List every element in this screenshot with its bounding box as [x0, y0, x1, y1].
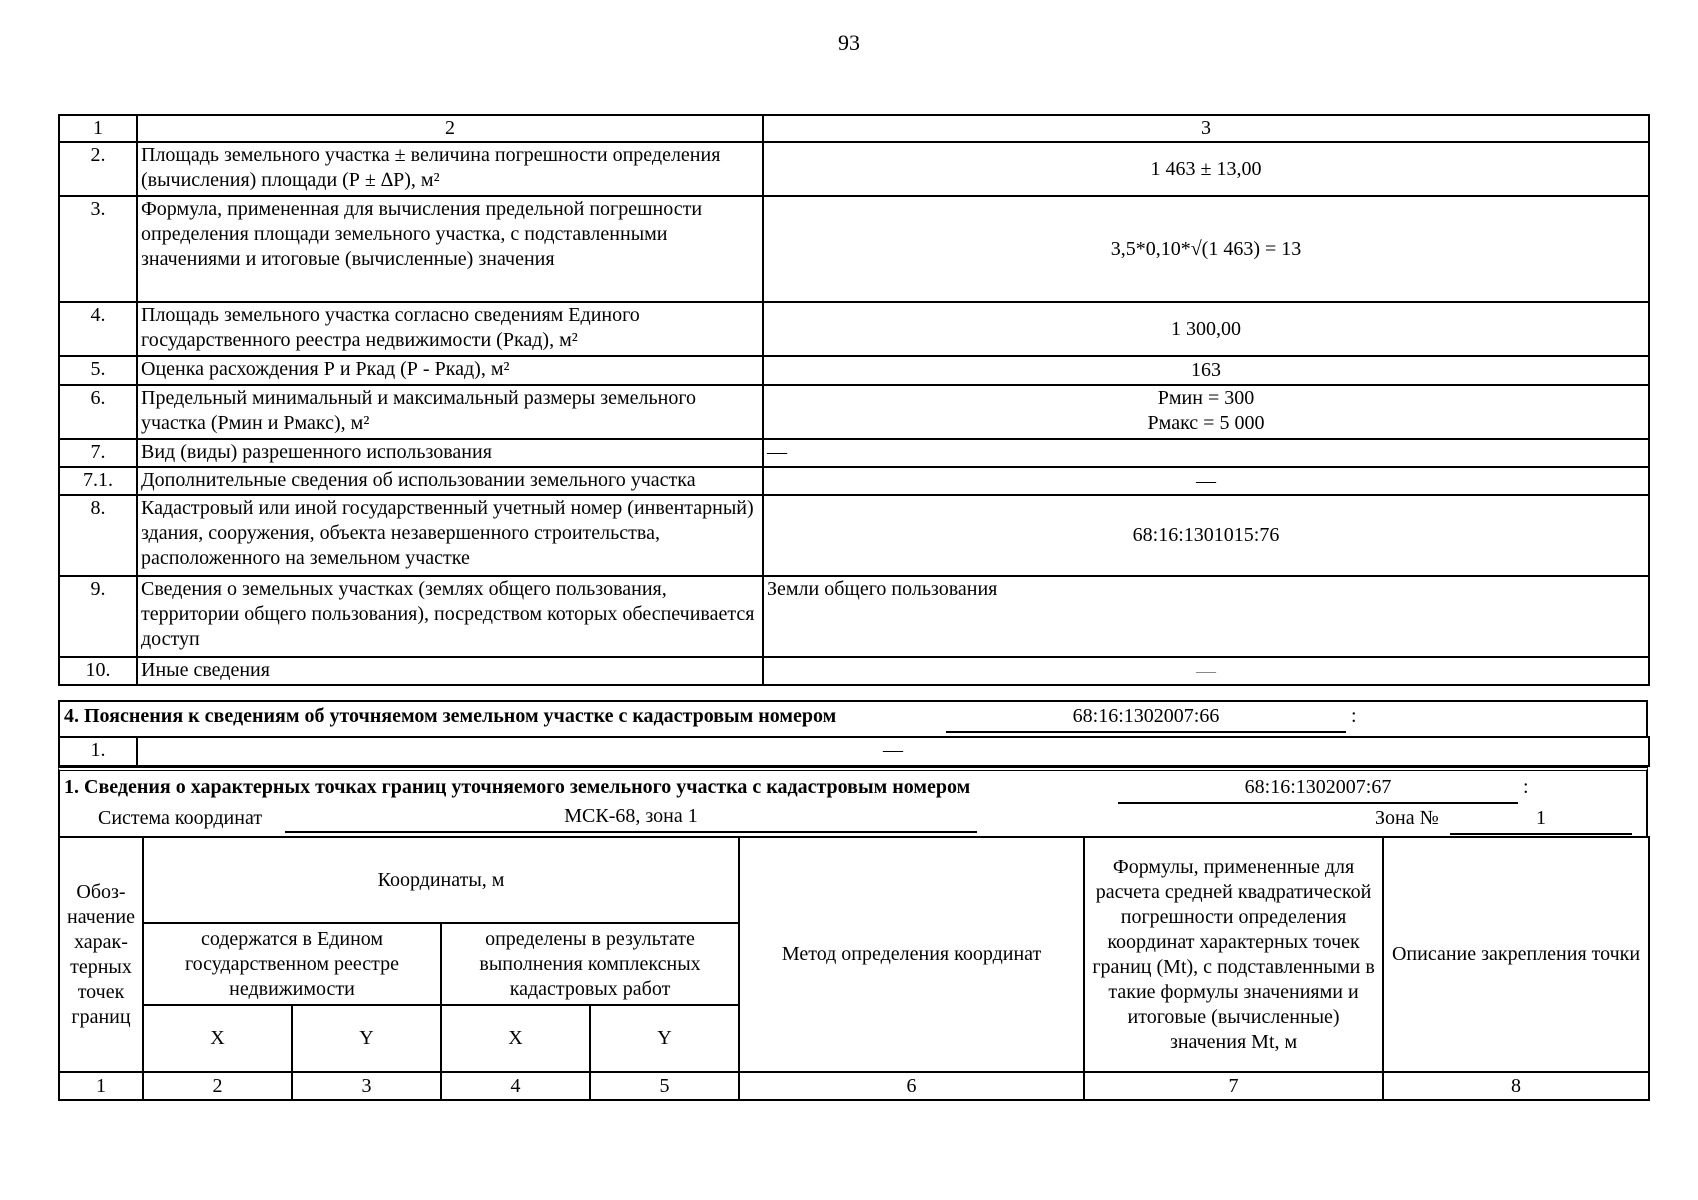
table-row: [59, 356, 1649, 385]
row-number: 7.1.: [59, 467, 137, 495]
table-row: [59, 576, 1649, 657]
header-col-1: 1: [59, 115, 137, 142]
table-row: [59, 196, 1649, 302]
row-value: —: [763, 467, 1649, 495]
section-1-header: [58, 767, 1648, 837]
table-row: [59, 737, 1649, 766]
coordinates-header: Координаты, м: [143, 837, 739, 923]
section-1-title: 1. Сведения о характерных точках границ уточняемого земельного участка с кадастровым номером: [64, 776, 971, 798]
row-number: 8.: [59, 495, 137, 576]
row-number: 9.: [59, 576, 137, 657]
method-header: Метод определения координат: [739, 837, 1084, 1072]
col-number: 4: [441, 1072, 590, 1100]
row-value: 68:16:1301015:76: [763, 495, 1649, 576]
zone-value: 1: [1450, 807, 1632, 835]
formulas-header: Формулы, примененные для расчета средней квадратической погрешности определения координат характерных точек границ (Mt), с подставленными в такие формулы значениями и итоговые (вычисленные) значения Mt, м: [1084, 837, 1383, 1072]
coord-system-value: МСК-68, зона 1: [285, 805, 977, 833]
table-row: [59, 657, 1649, 685]
col-number: 5: [590, 1072, 739, 1100]
col-number: 1: [59, 1072, 143, 1100]
table-row: [59, 439, 1649, 467]
row-value: 1 300,00: [763, 302, 1649, 356]
row-value: —: [763, 439, 1649, 467]
row-value: [763, 385, 1649, 439]
row-label: Формула, примененная для вычисления предельной погрешности определения площади земельного участка, с подставленными значениями и итоговые (вычисленные) значения: [137, 196, 763, 302]
row-number: 10.: [59, 657, 137, 685]
kkr-header: определены в результате выполнения комплексных кадастровых работ: [441, 923, 739, 1005]
egrn-x-header: X: [143, 1005, 292, 1072]
row-value: 163: [763, 356, 1649, 385]
section-4-header: [58, 700, 1648, 737]
row-number: 3.: [59, 196, 137, 302]
zone-label: Зона №: [1375, 807, 1439, 829]
row-label: Площадь земельного участка согласно сведениям Единого государственного реестра недвижимости (Ркад), м²: [137, 302, 763, 356]
row-number: 4.: [59, 302, 137, 356]
col-number: 6: [739, 1072, 1084, 1100]
row-number: 6.: [59, 385, 137, 439]
header-col-3: 3: [763, 115, 1649, 142]
header-col-2: 2: [137, 115, 763, 142]
col-number: 3: [292, 1072, 441, 1100]
p-max-value: Рмакс = 5 000: [1147, 412, 1265, 434]
row-label: Кадастровый или иной государственный учетный номер (инвентарный) здания, сооружения, объекта незавершенного строительства, расположенного на земельном участке: [137, 495, 763, 576]
boundary-points-table: [58, 836, 1650, 1101]
egrn-y-header: Y: [292, 1005, 441, 1072]
row-value: —: [763, 657, 1649, 685]
row-value: —: [137, 737, 1649, 766]
kkr-y-header: Y: [590, 1005, 739, 1072]
row-number: 7.: [59, 439, 137, 467]
row-value: Земли общего пользования: [763, 576, 1649, 657]
col-number: 8: [1383, 1072, 1649, 1100]
egrn-header: содержатся в Едином государственном реестре недвижимости: [143, 923, 441, 1005]
table-row: [59, 385, 1649, 439]
row-label: Площадь земельного участка ± величина погрешности определения (вычисления) площади (Р ± ∆Р), м²: [137, 142, 763, 196]
table-row: [59, 142, 1649, 196]
row-number: 2.: [59, 142, 137, 196]
section-4-colon: :: [1351, 705, 1357, 727]
points-designation-header: Обоз- начение харак- терных точек границ: [59, 837, 143, 1072]
row-label: Предельный минимальный и максимальный размеры земельного участка (Рмин и Рмакс), м²: [137, 385, 763, 439]
row-value: 3,5*0,10*√(1 463) = 13: [763, 196, 1649, 302]
page-number: 93: [838, 30, 860, 55]
section-4-title: 4. Пояснения к сведениям об уточняемом земельном участке с кадастровым номером: [64, 705, 837, 727]
description-header: Описание закрепления точки: [1383, 837, 1649, 1072]
row-label: Сведения о земельных участках (землях общего пользования, территории общего пользования), посредством которых обеспечивается доступ: [137, 576, 763, 657]
row-value: 1 463 ± 13,00: [763, 142, 1649, 196]
coord-system-label: Система координат: [98, 807, 263, 829]
table-row: [59, 302, 1649, 356]
section-4-cadastral-number: 68:16:1302007:66: [946, 705, 1346, 733]
table-row: [59, 467, 1649, 495]
section-1-cadastral-number: 68:16:1302007:67: [1118, 776, 1518, 804]
section-4-table: [58, 736, 1650, 767]
col-number: 2: [143, 1072, 292, 1100]
row-label: Вид (виды) разрешенного использования: [137, 439, 763, 467]
row-label: Дополнительные сведения об использовании земельного участка: [137, 467, 763, 495]
table-header-row: [59, 115, 1649, 142]
section-1-colon: :: [1523, 776, 1529, 798]
row-number: 5.: [59, 356, 137, 385]
column-numbers-row: [59, 1072, 1649, 1100]
p-min-value: Рмин = 300: [1157, 387, 1255, 409]
row-label: Оценка расхождения Р и Ркад (Р - Ркад), м²: [137, 356, 763, 385]
land-plot-info-table: [58, 114, 1650, 686]
row-number: 1.: [59, 737, 137, 766]
kkr-x-header: X: [441, 1005, 590, 1072]
row-label: Иные сведения: [137, 657, 763, 685]
table-row: [59, 495, 1649, 576]
col-number: 7: [1084, 1072, 1383, 1100]
